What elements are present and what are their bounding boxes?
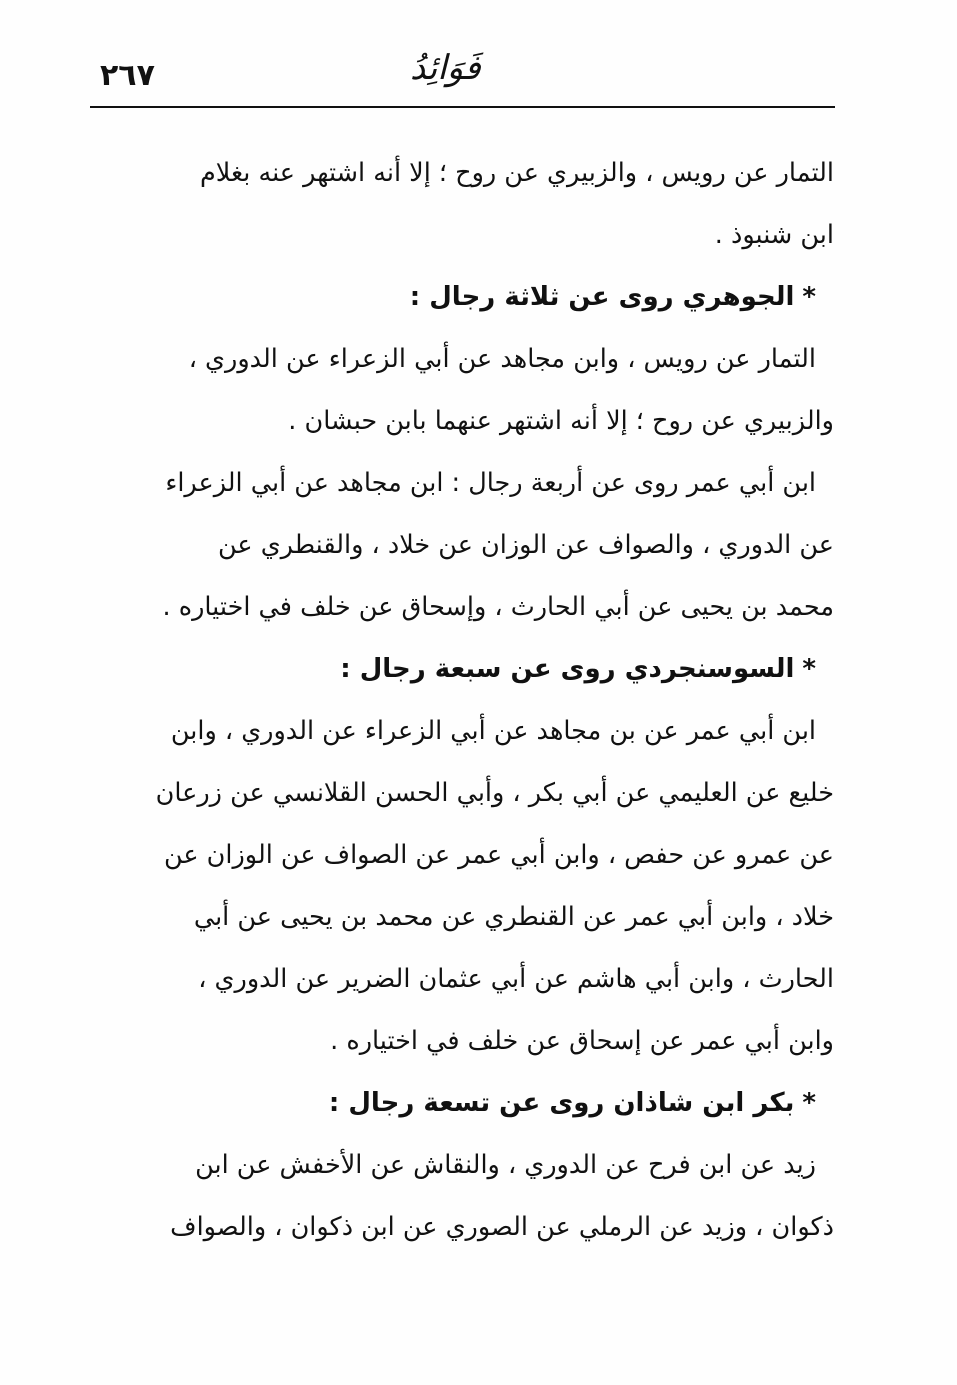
text-line: خلاد ، وابن أبي عمر عن القنطري عن محمد بن يحيى عن أبي: [193, 902, 834, 932]
text-line: ذكوان ، وزيد عن الرملي عن الصوري عن ابن ذكوان ، والصواف: [170, 1212, 834, 1242]
text-line: عن عمرو عن حفص ، وابن أبي عمر عن الصواف عن الوزان عن: [163, 840, 834, 870]
section-heading-text: السوسنجردي روى عن سبعة رجال :: [340, 654, 795, 684]
text-line: ابن أبي عمر روى عن أربعة رجال : ابن مجاهد عن أبي الزعراء: [165, 468, 816, 498]
text-line: محمد بن يحيى عن أبي الحارث ، وإسحاق عن خلف في اختياره .: [162, 592, 834, 622]
text-line: ابن شنبوذ .: [714, 220, 834, 250]
star-marker: *: [802, 1088, 816, 1118]
section-heading: [82, 266, 834, 328]
section-heading: [82, 638, 834, 700]
text-line: خليع عن العليمي عن أبي بكر ، وأبي الحسن القلانسي عن زرعان: [155, 778, 834, 808]
text-line: ابن أبي عمر عن بن مجاهد عن أبي الزعراء عن الدوري ، وابن: [170, 716, 816, 746]
text-line: الحارث ، وابن أبي هاشم عن أبي عثمان الضرير عن الدوري ،: [198, 964, 834, 994]
page-header: [90, 40, 835, 108]
page-number: ٢٦٧: [100, 58, 155, 93]
text-line: عن الدوري ، والصواف عن الوزان عن خلاد ، والقنطري عن: [217, 530, 834, 560]
running-title: فَوَائِدُ: [410, 48, 481, 88]
text-line: التمار عن رويس ، وابن مجاهد عن أبي الزعراء عن الدوري ،: [188, 344, 816, 374]
text-line: زيد عن ابن فرح عن الدوري ، والنقاش عن الأخفش عن ابن: [195, 1150, 816, 1180]
star-marker: *: [802, 282, 816, 312]
section-heading-text: الجوهري روى عن ثلاثة رجال :: [409, 282, 795, 312]
section-heading-text: بكر ابن شاذان روى عن تسعة رجال :: [328, 1088, 795, 1118]
text-line: والزبيري عن روح ؛ إلا أنه اشتهر عنهما بابن حبشان .: [288, 406, 834, 436]
section-heading: [82, 1072, 834, 1134]
text-line: التمار عن رويس ، والزبيري عن روح ؛ إلا أنه اشتهر عنه بغلام: [199, 158, 834, 188]
text-line: وابن أبي عمر عن إسحاق عن خلف في اختياره .: [330, 1026, 834, 1056]
body-text: [82, 142, 834, 1258]
star-marker: *: [802, 654, 816, 684]
header-rule: [90, 106, 835, 108]
